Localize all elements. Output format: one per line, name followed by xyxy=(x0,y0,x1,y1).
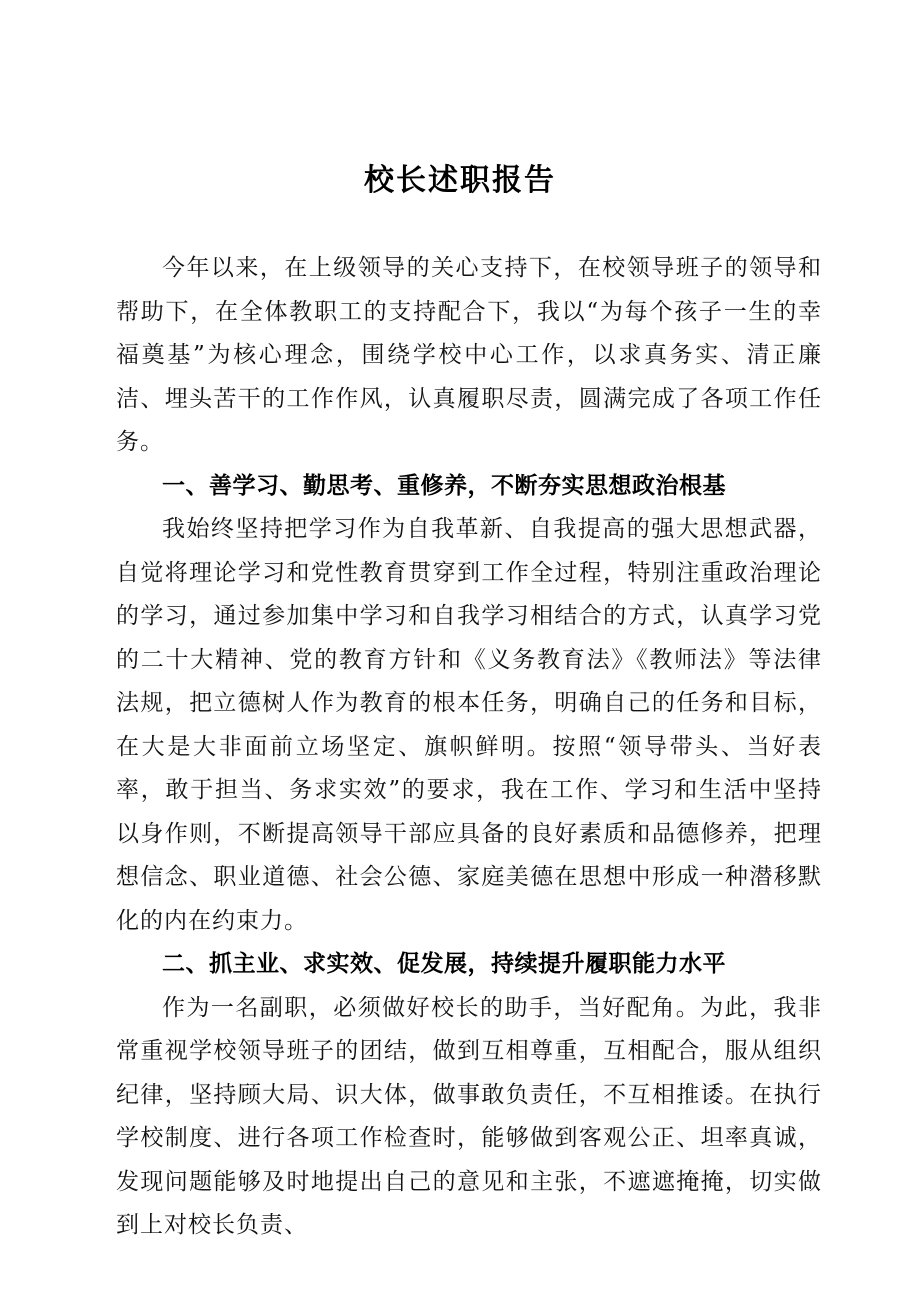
document-title: 校长述职报告 xyxy=(364,163,556,198)
intro-paragraph: 今年以来，在上级领导的关心支持下，在校领导班子的领导和帮助下，在全体教职工的支持配合下，我以“为每个孩子一生的幸福奠基”为核心理念，围绕学校中心工作，以求真务实、清正廉洁、埋头苦干的工作作风，认真履职尽责，圆满完成了各项工作任务。 xyxy=(116,255,822,455)
section-1-heading: 一、善学习、勤思考、重修养，不断夯实思想政治根基 xyxy=(162,472,726,499)
section-1-paragraph: 我始终坚持把学习作为自我革新、自我提高的强大思想武器，自觉将理论学习和党性教育贯穿到工作全过程，特别注重政治理论的学习，通过参加集中学习和自我学习相结合的方式，认真学习党的二十大精神、党的教育方针和《义务教育法》《教师法》等法律法规，把立德树人作为教育的根本任务，明确自己的任务和目标，在大是大非面前立场坚定、旗帜鲜明。按照“领导带头、当好表率，敢于担当、务求实效”的要求，我在工作、学习和生活中坚持以身作则，不断提高领导干部应具备的良好素质和品德修养，把理想信念、职业道德、社会公德、家庭美德在思想中形成一种潜移默化的内在约束力。 xyxy=(116,516,822,934)
section-2-heading: 二、抓主业、求实效、促发展，持续提升履职能力水平 xyxy=(162,951,726,977)
section-2-paragraph: 作为一名副职，必须做好校长的助手，当好配角。为此，我非常重视学校领导班子的团结，做到互相尊重，互相配合，服从组织纪律，坚持顾大局、识大体，做事敢负责任，不互相推诿。在执行学校制度、进行各项工作检查时，能够做到客观公正、坦率真诚，发现问题能够及时地提出自己的意见和主张，不遮遮掩掩，切实做到上对校长负责、 xyxy=(116,994,822,1238)
document-body xyxy=(116,247,822,1248)
